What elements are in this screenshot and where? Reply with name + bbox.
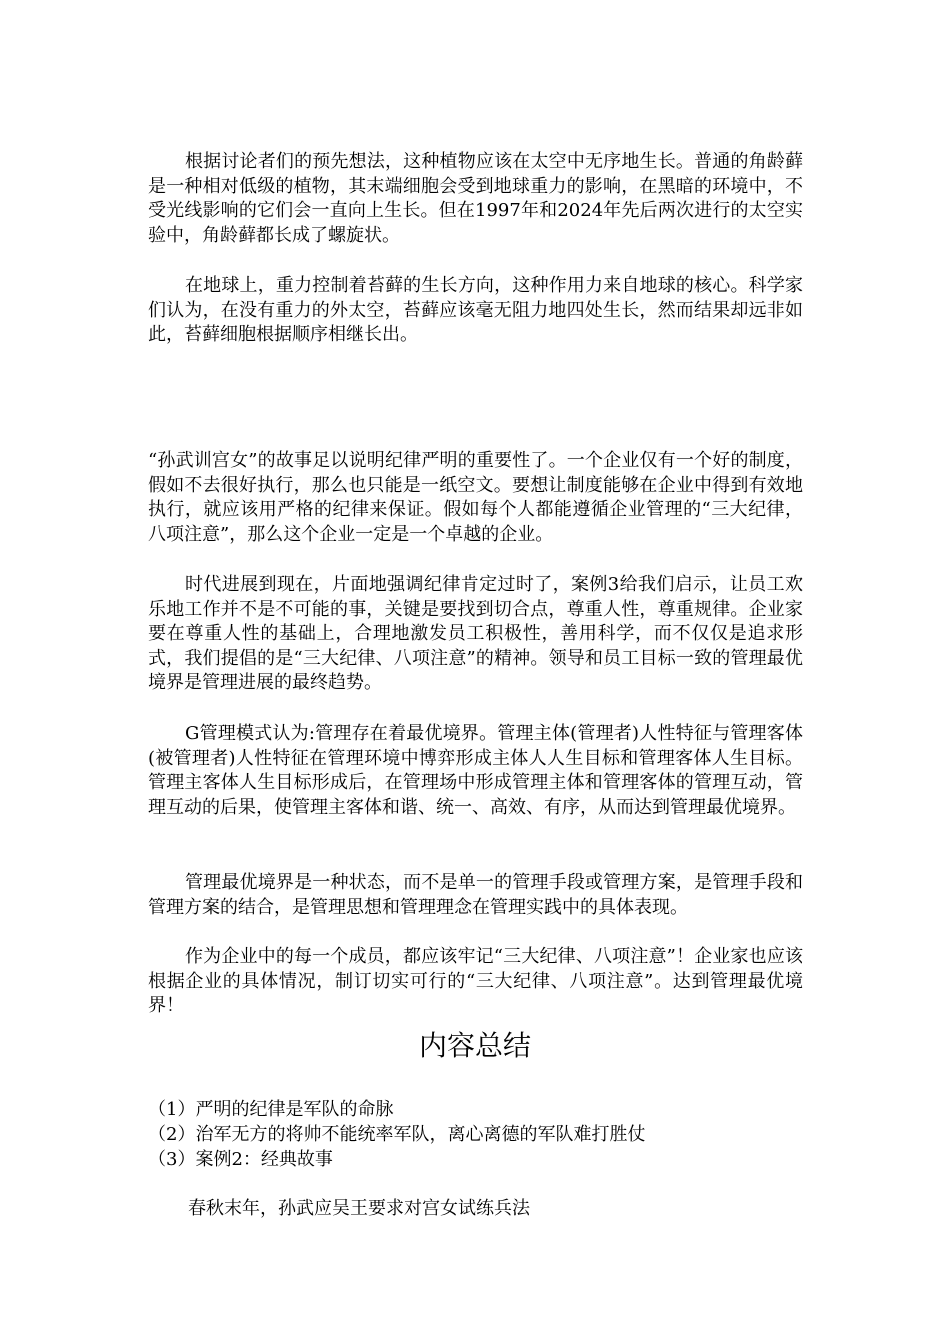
summary-item: （3）案例2：经典故事 bbox=[148, 1149, 333, 1170]
paragraph-moss-space: 根据讨论者们的预先想法，这种植物应该在太空中无序地生长。普通的角龄藓是一种相对低级的植物，其末端细胞会受到地球重力的影响，在黑暗的环境中，不受光线影响的它们会一直向上生长。但在1997年和2024年先后两次进行的太空实验中，角龄藓都长成了螺旋状。 bbox=[148, 151, 803, 246]
summary-tail-text: 春秋末年，孙武应吴王要求对宫女试练兵法 bbox=[188, 1198, 530, 1219]
paragraph-g-management: G管理模式认为:管理存在着最优境界。管理主体(管理者)人性特征与管理客体(被管理者)人性特征在管理环境中博弈形成主体人人生目标和管理客体人生目标。管理主客体人生目标形成后，在管理场中形成管理主体和管理客体的管理互动，管理互动的后果，使管理主客体和谐、统一、高效、有序，从而达到管理最优境界。 bbox=[148, 723, 803, 818]
summary-list bbox=[148, 1097, 645, 1172]
summary-item: （1）严明的纪律是军队的命脉 bbox=[148, 1099, 394, 1120]
summary-item: （2）治军无方的将帅不能统率军队，离心离德的军队难打胜仗 bbox=[148, 1124, 646, 1145]
paragraph-every-member: 作为企业中的每一个成员，都应该牢记“三大纪律、八项注意”！企业家也应该根据企业的具体情况，制订切实可行的“三大纪律、八项注意”。达到管理最优境界！ bbox=[148, 946, 803, 1016]
summary-heading: 内容总结 bbox=[418, 1029, 531, 1062]
paragraph-moss-gravity: 在地球上，重力控制着苔藓的生长方向，这种作用力来自地球的核心。科学家们认为，在没有重力的外太空，苔藓应该毫无阻力地四处生长，然而结果却远非如此，苔藓细胞根据顺序相继长出。 bbox=[148, 275, 803, 345]
paragraph-era-development: 时代进展到现在，片面地强调纪律肯定过时了，案例3给我们启示，让员工欢乐地工作并不是不可能的事，关键是要找到切合点，尊重人性，尊重规律。企业家要在尊重人性的基础上，合理地激发员工积极性，善用科学，而不仅仅是追求形式，我们提倡的是“三大纪律、八项注意”的精神。领导和员工目标一致的管理最优境界是管理进展的最终趋势。 bbox=[148, 574, 803, 693]
paragraph-optimal-state: 管理最优境界是一种状态，而不是单一的管理手段或管理方案，是管理手段和管理方案的结合，是管理思想和管理理念在管理实践中的具体表现。 bbox=[148, 872, 803, 918]
paragraph-sunwu-story: “孙武训宫女”的故事足以说明纪律严明的重要性了。一个企业仅有一个好的制度，假如不去很好执行，那么也只能是一纸空文。要想让制度能够在企业中得到有效地执行，就应该用严格的纪律来保证。假如每个人都能遵循企业管理的“三大纪律，八项注意”，那么这个企业一定是一个卓越的企业。 bbox=[148, 450, 803, 545]
